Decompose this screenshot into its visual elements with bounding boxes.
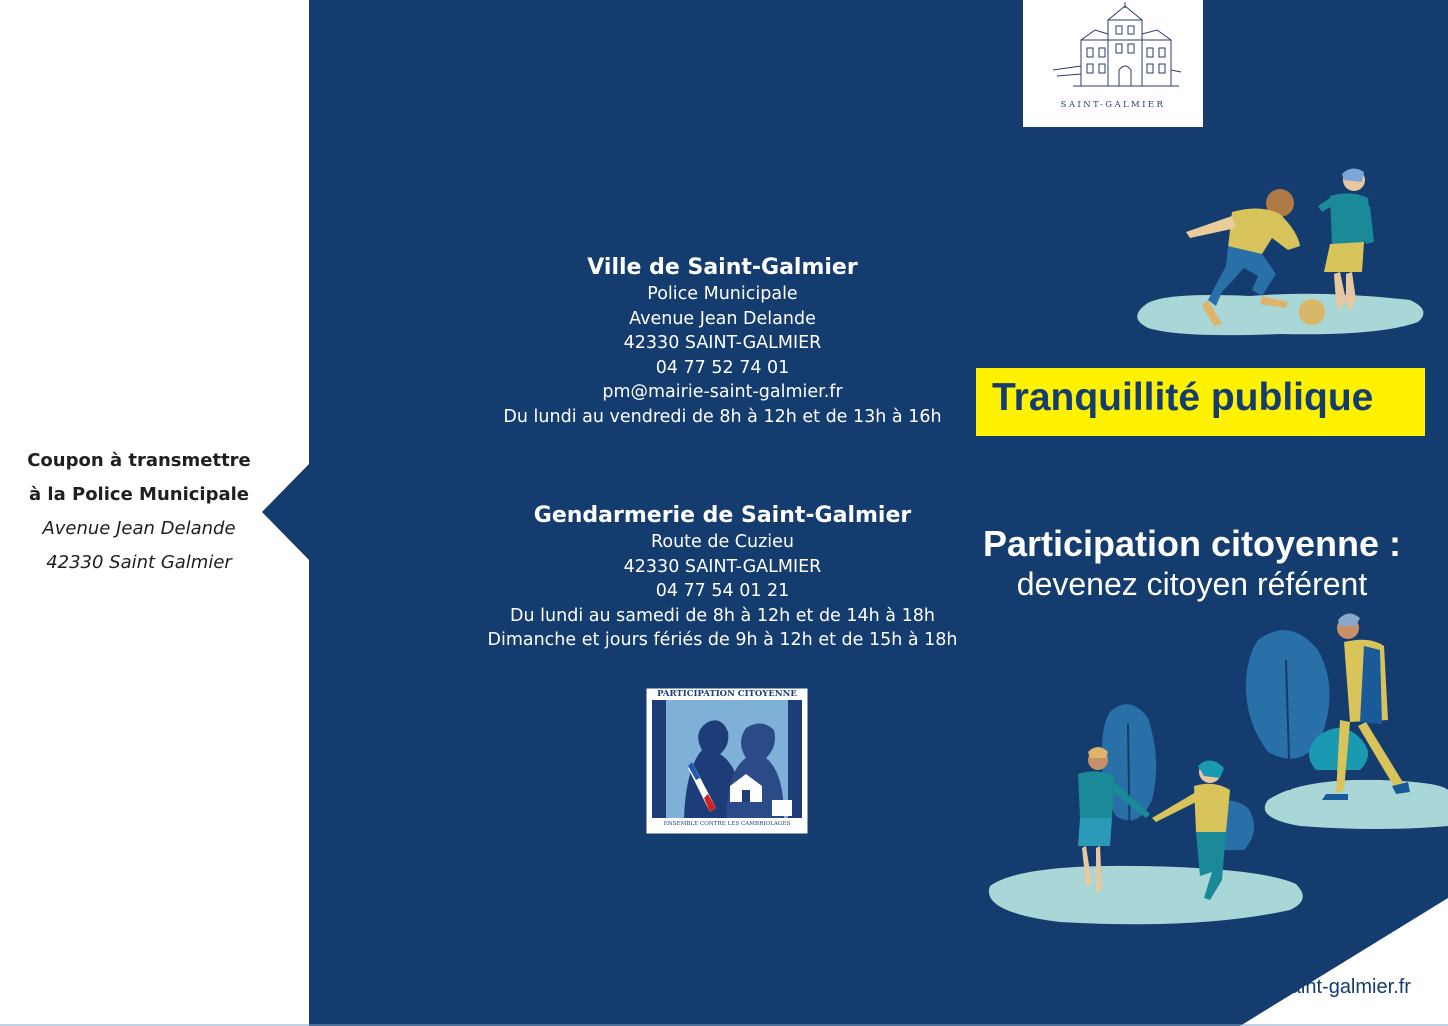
police-name: Ville de Saint-Galmier (587, 255, 858, 280)
family-walk-illustration (989, 613, 1448, 924)
police-phone: 04 77 52 74 01 (655, 357, 790, 378)
banner-tranquillite (976, 368, 1425, 436)
banner-title: Tranquillité publique (992, 376, 1374, 419)
coupon-line-4: 42330 Saint Galmier (46, 552, 232, 573)
participation-subtitle: devenez citoyen référent (1016, 566, 1368, 602)
coupon-line-1: Coupon à transmettre (27, 450, 251, 471)
gendarmerie-name: Gendarmerie de Saint-Galmier (533, 503, 912, 528)
gendarmerie-hours-sunday: Dimanche et jours fériés de 9h à 12h et de 15h à 18h (487, 630, 958, 651)
town-logo-text: SAINT-GALMIER (1060, 100, 1166, 110)
coupon-line-2: à la Police Municipale (29, 484, 249, 505)
gendarmerie-city: 42330 SAINT-GALMIER (623, 556, 822, 577)
participation-title: Participation citoyenne : (982, 523, 1402, 564)
coupon-line-3: Avenue Jean Delande (42, 518, 236, 539)
website-link[interactable]: www.saint-galmier.fr (1232, 976, 1411, 998)
badge-labels (646, 688, 808, 834)
police-street: Avenue Jean Delande (629, 308, 816, 329)
football-kids-illustration (1137, 168, 1423, 335)
gendarmerie-street: Route de Cuzieu (650, 532, 795, 552)
participation-heading (960, 524, 1424, 604)
police-city: 42330 SAINT-GALMIER (623, 333, 822, 354)
police-email[interactable]: pm@mairie-saint-galmier.fr (602, 382, 843, 403)
badge-top-text: PARTICIPATION CITOYENNE (657, 689, 797, 699)
police-service: Police Municipale (647, 284, 798, 304)
gendarmerie-phone: 04 77 54 01 21 (655, 581, 790, 602)
badge-bottom-text: ENSEMBLE CONTRE LES CAMBRIOLAGES (663, 821, 791, 827)
gendarmerie-hours-week: Du lundi au samedi de 8h à 12h et de 14h à 18h (510, 605, 935, 626)
police-hours: Du lundi au vendredi de 8h à 12h et de 13h à 16h (503, 406, 942, 427)
